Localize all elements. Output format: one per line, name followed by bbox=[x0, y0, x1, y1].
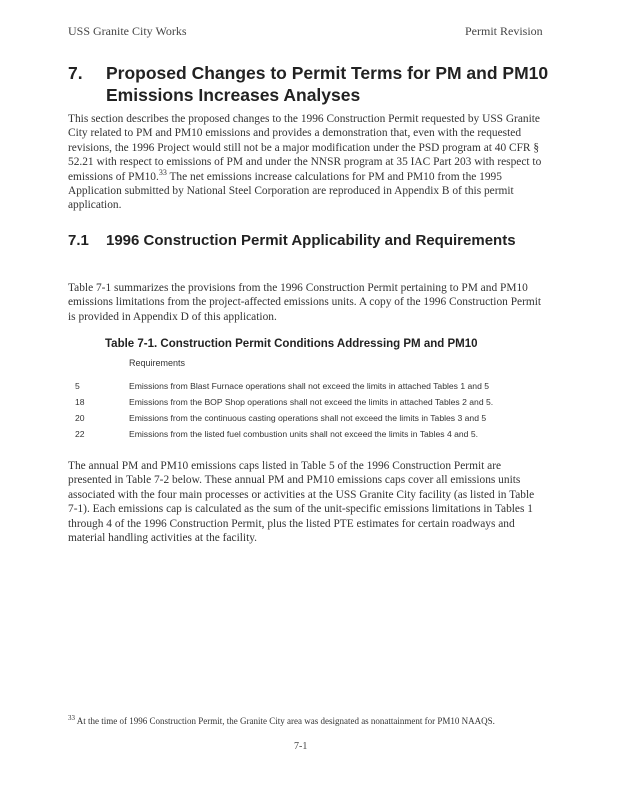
table-cell-requirement: Emissions from the BOP Shop operations shall not exceed the limits in attached Tables 2 and 5. bbox=[129, 397, 494, 407]
table-cell-requirement: Emissions from the listed fuel combustion units shall not exceed the limits in Tables 4 and 5. bbox=[129, 429, 479, 439]
section-number: 7. bbox=[68, 63, 83, 83]
footnote-marker: 33 bbox=[68, 714, 75, 722]
page-number: 7-1 bbox=[294, 741, 308, 752]
table-cell-requirement: Emissions from Blast Furnace operations shall not exceed the limits in attached Tables 1 and 5 bbox=[129, 381, 490, 391]
table-cell-condition: 18 bbox=[75, 397, 85, 407]
footnote-reference: 33 bbox=[158, 167, 167, 177]
intro-text-continued: The net emissions increase calculations for PM and PM10 from the 1995 Application submitted by National Steel Corporation are reproduced in Appendix B of this permit application. bbox=[68, 170, 514, 212]
table-cell-condition: 5 bbox=[75, 381, 80, 391]
table-cell-requirement: Emissions from the continuous casting operations shall not exceed the limits in Tables 3 and 5 bbox=[129, 413, 487, 423]
subsection-heading bbox=[68, 232, 548, 251]
subsection-number: 7.1 bbox=[68, 232, 89, 249]
subsection-paragraph: Table 7-1 summarizes the provisions from the 1996 Construction Permit pertaining to PM and PM10 emissions limitations from the project-affected emissions units. A copy of the 1996 Construction Permit is provided in Appendix D of this application. bbox=[68, 282, 542, 323]
section-title: Proposed Changes to Permit Terms for PM and PM10 Emissions Increases Analyses bbox=[106, 63, 549, 105]
table-cell-condition: 22 bbox=[75, 429, 85, 439]
footnote-text: At the time of 1996 Construction Permit, the Granite City area was designated as nonattainment for PM10 NAAQS. bbox=[75, 716, 495, 726]
subsection-title: 1996 Construction Permit Applicability and Requirements bbox=[106, 232, 516, 249]
table-column-header: Requirements bbox=[129, 358, 186, 368]
caps-paragraph: The annual PM and PM10 emissions caps listed in Table 5 of the 1996 Construction Permit are presented in Table 7-2 below. These annual PM and PM10 emissions caps cover all emissions units associated with the four main processes or activities at the USS Granite City facility (as listed in Table 7-1). Each emissions cap is calculated as the sum of the unit-specific emissions limitations in Tables 1 through 4 of the 1996 Construction Permit, plus the listed PTE estimates for certain roadways and material handling activities at the facility. bbox=[68, 460, 535, 545]
section-intro-paragraph bbox=[68, 112, 546, 213]
running-header-right: Permit Revision bbox=[465, 24, 543, 38]
table-caption: Table 7-1. Construction Permit Conditions Addressing PM and PM10 bbox=[105, 338, 478, 350]
footnote bbox=[68, 716, 538, 728]
running-header-left: USS Granite City Works bbox=[68, 24, 187, 38]
intro-text: This section describes the proposed changes to the 1996 Construction Permit requested by USS Granite City related to PM and PM10 emissions and provides a demonstration that, even with the requested revisions, the 1996 Project would still not be a major modification under the PSD program at 40 CFR § 52.21 with respect to emissions of PM and under the NNSR program at 35 IAC Part 203 with respect to emissions of PM10. bbox=[68, 113, 542, 183]
section-heading bbox=[68, 62, 568, 106]
table-cell-condition: 20 bbox=[75, 413, 85, 423]
